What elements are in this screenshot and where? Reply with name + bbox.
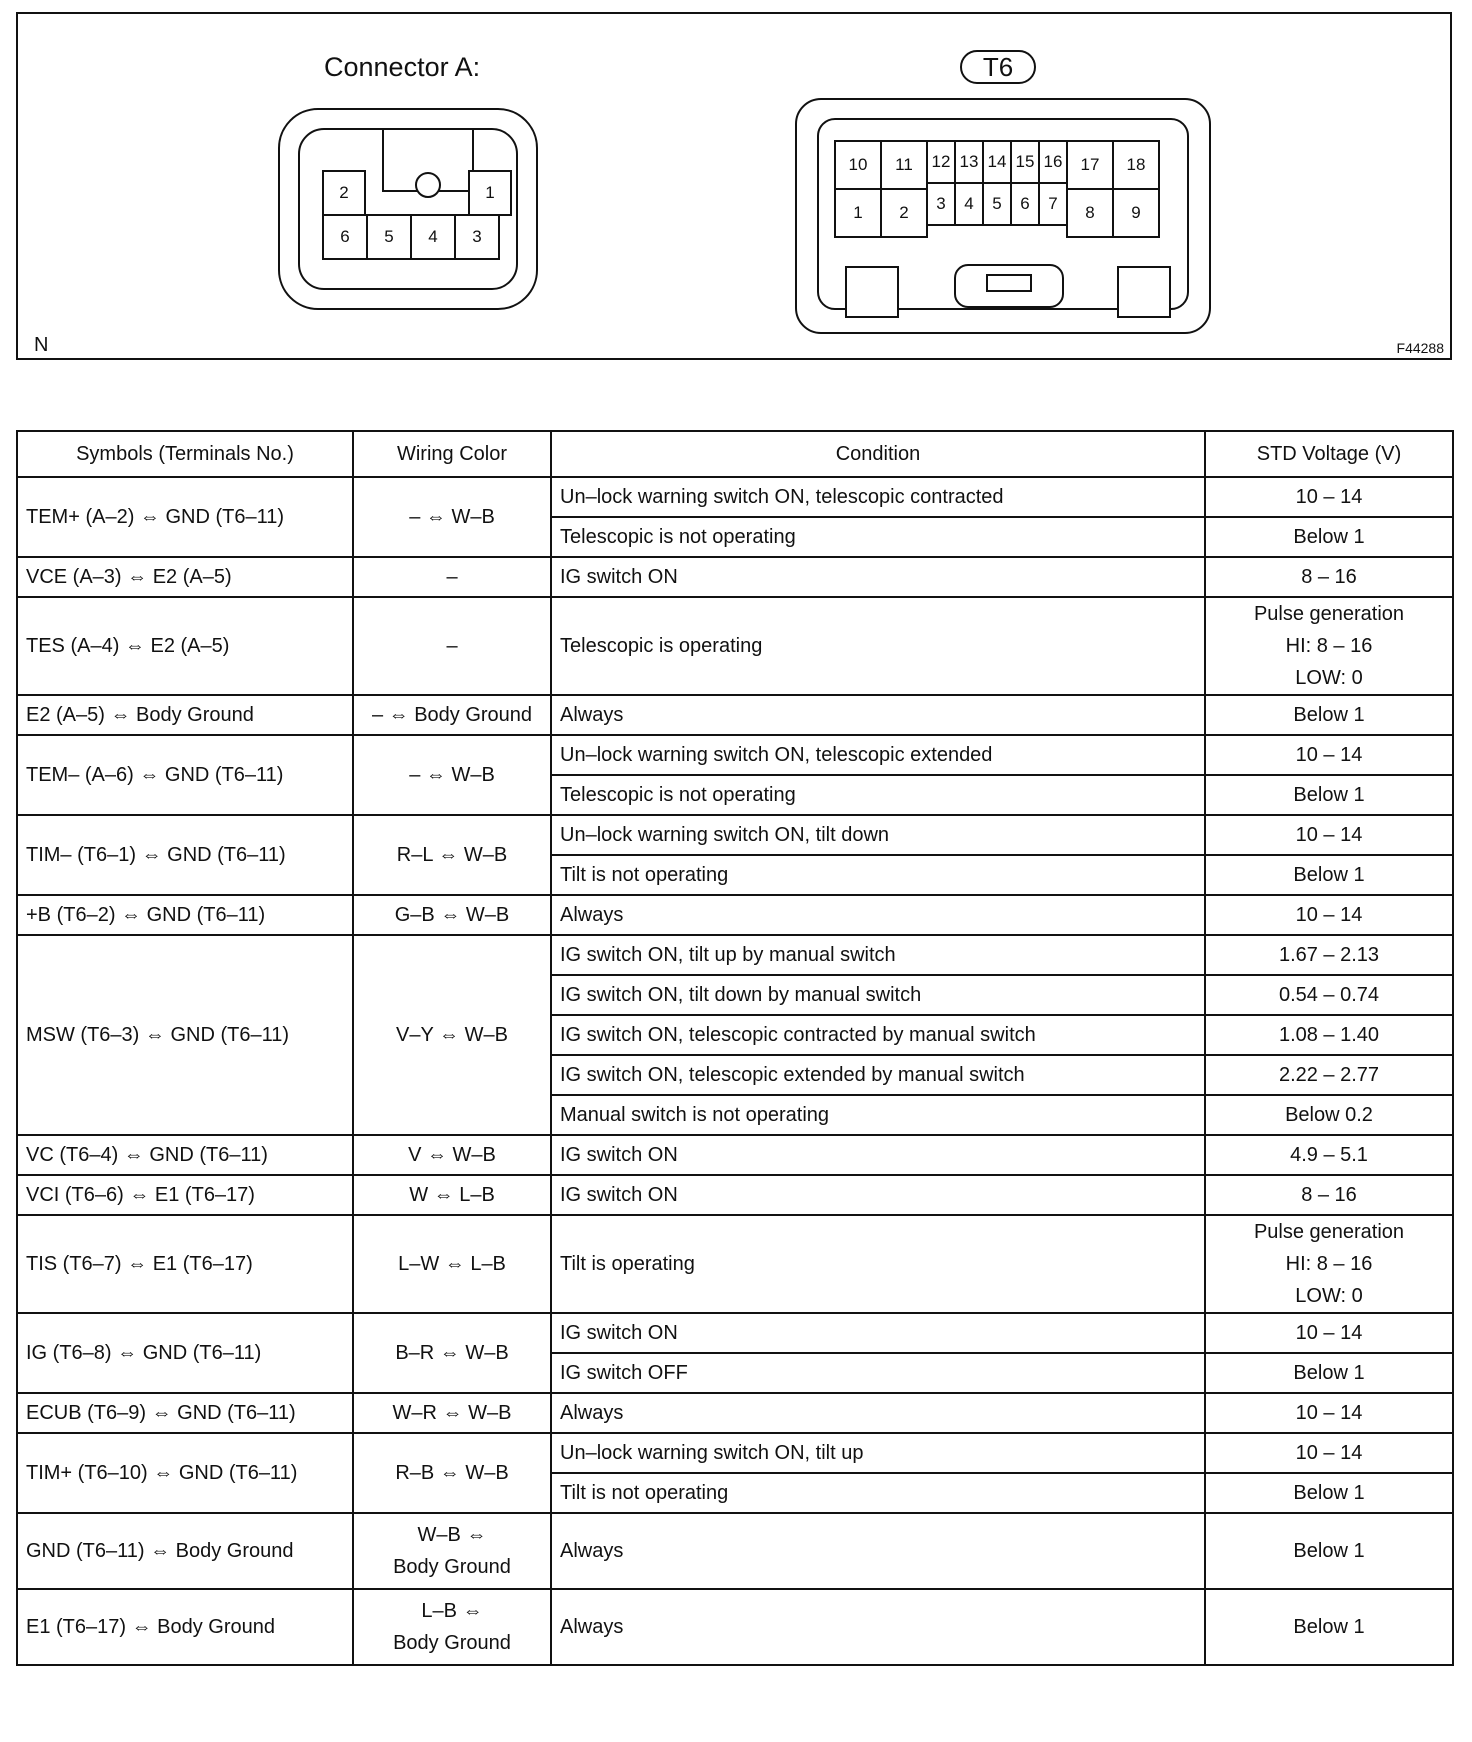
symbol-cell: E2 (A–5) ⇔ Body Ground	[17, 695, 353, 735]
voltage-cell: Below 1	[1205, 1353, 1453, 1393]
table-row	[17, 477, 1453, 517]
condition-cell: IG switch ON, telescopic contracted by manual switch	[551, 1015, 1205, 1055]
condition-cell: Telescopic is not operating	[551, 775, 1205, 815]
wiring-cell: V–Y ⇔ W–B	[353, 935, 551, 1135]
condition-cell: IG switch ON, tilt down by manual switch	[551, 975, 1205, 1015]
voltage-cell: 10 – 14	[1205, 895, 1453, 935]
voltage-cell: Below 0.2	[1205, 1095, 1453, 1135]
voltage-cell	[1205, 1215, 1453, 1313]
condition-cell: IG switch OFF	[551, 1353, 1205, 1393]
table-row	[17, 1135, 1453, 1175]
connector-t6-pin: 7	[1038, 182, 1068, 226]
voltage-cell: 0.54 – 0.74	[1205, 975, 1453, 1015]
connector-t6-pin: 14	[982, 140, 1012, 184]
voltage-line: Pulse generation	[1253, 603, 1405, 625]
condition-cell: Always	[551, 1589, 1205, 1665]
condition-cell: Tilt is operating	[551, 1215, 1205, 1313]
voltage-cell: Below 1	[1205, 1473, 1453, 1513]
wiring-cell: – ⇔ Body Ground	[353, 695, 551, 735]
condition-cell: Always	[551, 1513, 1205, 1589]
voltage-line: LOW: 0	[1295, 667, 1363, 689]
voltage-cell: 10 – 14	[1205, 477, 1453, 517]
symbol-cell: IG (T6–8) ⇔ GND (T6–11)	[17, 1313, 353, 1393]
voltage-line: Pulse generation	[1253, 1221, 1405, 1243]
wiring-line: L–B ⇔	[421, 1600, 483, 1622]
condition-cell: IG switch ON	[551, 1135, 1205, 1175]
connector-t6-pin: 12	[926, 140, 956, 184]
connector-t6-latch-bar	[986, 274, 1032, 292]
connector-a-pin: 3	[454, 214, 500, 260]
wiring-cell: L–W ⇔ L–B	[353, 1215, 551, 1313]
symbol-cell: VCE (A–3) ⇔ E2 (A–5)	[17, 557, 353, 597]
terminal-voltage-table	[16, 430, 1454, 1666]
connector-a-guide-hole	[415, 172, 441, 198]
voltage-cell: 10 – 14	[1205, 1313, 1453, 1353]
voltage-cell: Below 1	[1205, 695, 1453, 735]
header-symbols: Symbols (Terminals No.)	[17, 431, 353, 477]
connector-t6-pin: 16	[1038, 140, 1068, 184]
connector-a-pin: 2	[322, 170, 366, 216]
voltage-line: HI: 8 – 16	[1285, 635, 1373, 657]
wiring-cell	[353, 1589, 551, 1665]
symbol-cell: TIM– (T6–1) ⇔ GND (T6–11)	[17, 815, 353, 895]
wiring-cell: V ⇔ W–B	[353, 1135, 551, 1175]
table-row	[17, 1513, 1453, 1589]
table-row	[17, 895, 1453, 935]
condition-cell: Manual switch is not operating	[551, 1095, 1205, 1135]
table-row	[17, 1433, 1453, 1473]
condition-cell: Un–lock warning switch ON, telescopic contracted	[551, 477, 1205, 517]
voltage-line: LOW: 0	[1295, 1285, 1363, 1307]
connector-t6-pin: 5	[982, 182, 1012, 226]
table-row	[17, 935, 1453, 975]
voltage-cell: Below 1	[1205, 517, 1453, 557]
connector-t6-pin: 6	[1010, 182, 1040, 226]
connector-t6-pin: 10	[834, 140, 882, 190]
wiring-cell: B–R ⇔ W–B	[353, 1313, 551, 1393]
voltage-cell: 10 – 14	[1205, 1433, 1453, 1473]
voltage-cell: 2.22 – 2.77	[1205, 1055, 1453, 1095]
voltage-cell: Below 1	[1205, 775, 1453, 815]
t6-label: T6	[960, 50, 1036, 84]
condition-cell: IG switch ON	[551, 1175, 1205, 1215]
connector-t6-slot-left	[845, 266, 899, 318]
symbol-cell: TEM– (A–6) ⇔ GND (T6–11)	[17, 735, 353, 815]
condition-cell: IG switch ON, telescopic extended by manual switch	[551, 1055, 1205, 1095]
wiring-cell: –	[353, 597, 551, 695]
symbol-cell: ECUB (T6–9) ⇔ GND (T6–11)	[17, 1393, 353, 1433]
wiring-cell: W ⇔ L–B	[353, 1175, 551, 1215]
connector-t6-slot-right	[1117, 266, 1171, 318]
symbol-cell: TEM+ (A–2) ⇔ GND (T6–11)	[17, 477, 353, 557]
symbol-cell: TIS (T6–7) ⇔ E1 (T6–17)	[17, 1215, 353, 1313]
symbol-cell: MSW (T6–3) ⇔ GND (T6–11)	[17, 935, 353, 1135]
voltage-cell: 4.9 – 5.1	[1205, 1135, 1453, 1175]
connector-a-pin: 5	[366, 214, 412, 260]
voltage-cell: Below 1	[1205, 855, 1453, 895]
voltage-cell: 1.08 – 1.40	[1205, 1015, 1453, 1055]
wiring-line: Body Ground	[393, 1556, 511, 1578]
voltage-cell: 8 – 16	[1205, 557, 1453, 597]
connector-figure	[16, 12, 1452, 360]
table-row	[17, 1313, 1453, 1353]
condition-cell: Telescopic is not operating	[551, 517, 1205, 557]
connector-t6-pin: 11	[880, 140, 928, 190]
condition-cell: Always	[551, 1393, 1205, 1433]
connector-a-pin: 6	[322, 214, 368, 260]
voltage-cell: Below 1	[1205, 1589, 1453, 1665]
header-wiring-color: Wiring Color	[353, 431, 551, 477]
table-row	[17, 1215, 1453, 1313]
wiring-cell	[353, 1513, 551, 1589]
voltage-line: HI: 8 – 16	[1285, 1253, 1373, 1275]
table-row	[17, 815, 1453, 855]
connector-a-pin: 4	[410, 214, 456, 260]
connector-t6-pin: 3	[926, 182, 956, 226]
connector-t6-pin: 2	[880, 188, 928, 238]
voltage-cell	[1205, 597, 1453, 695]
voltage-cell: 10 – 14	[1205, 1393, 1453, 1433]
table-row	[17, 557, 1453, 597]
header-std-voltage: STD Voltage (V)	[1205, 431, 1453, 477]
condition-cell: Tilt is not operating	[551, 855, 1205, 895]
symbol-cell: E1 (T6–17) ⇔ Body Ground	[17, 1589, 353, 1665]
wiring-cell: – ⇔ W–B	[353, 735, 551, 815]
connector-t6-pin: 17	[1066, 140, 1114, 190]
connector-t6-pin: 8	[1066, 188, 1114, 238]
symbol-cell: GND (T6–11) ⇔ Body Ground	[17, 1513, 353, 1589]
table-row	[17, 1175, 1453, 1215]
table-row	[17, 1589, 1453, 1665]
condition-cell: Tilt is not operating	[551, 1473, 1205, 1513]
connector-t6-pin: 1	[834, 188, 882, 238]
symbol-cell: VCI (T6–6) ⇔ E1 (T6–17)	[17, 1175, 353, 1215]
voltage-cell: 1.67 – 2.13	[1205, 935, 1453, 975]
wiring-cell: R–B ⇔ W–B	[353, 1433, 551, 1513]
table-row	[17, 1393, 1453, 1433]
symbol-cell: TES (A–4) ⇔ E2 (A–5)	[17, 597, 353, 695]
wiring-cell: – ⇔ W–B	[353, 477, 551, 557]
figure-code: F44288	[1396, 340, 1444, 356]
connector-t6-pin: 13	[954, 140, 984, 184]
symbol-cell: VC (T6–4) ⇔ GND (T6–11)	[17, 1135, 353, 1175]
voltage-cell: 10 – 14	[1205, 735, 1453, 775]
condition-cell: IG switch ON	[551, 1313, 1205, 1353]
connector-t6-pin: 9	[1112, 188, 1160, 238]
connector-t6-pin: 15	[1010, 140, 1040, 184]
wiring-cell: –	[353, 557, 551, 597]
wiring-cell: R–L ⇔ W–B	[353, 815, 551, 895]
condition-cell: Always	[551, 895, 1205, 935]
wiring-line: Body Ground	[393, 1632, 511, 1654]
wiring-line: W–B ⇔	[417, 1524, 487, 1546]
connector-t6-pin: 18	[1112, 140, 1160, 190]
condition-cell: Un–lock warning switch ON, tilt up	[551, 1433, 1205, 1473]
condition-cell: Un–lock warning switch ON, telescopic extended	[551, 735, 1205, 775]
table-row	[17, 735, 1453, 775]
condition-cell: IG switch ON	[551, 557, 1205, 597]
header-condition: Condition	[551, 431, 1205, 477]
table-row	[17, 695, 1453, 735]
wiring-cell: W–R ⇔ W–B	[353, 1393, 551, 1433]
connector-a-pin: 1	[468, 170, 512, 216]
corner-code: N	[34, 334, 49, 356]
condition-cell: Un–lock warning switch ON, tilt down	[551, 815, 1205, 855]
table-row	[17, 597, 1453, 695]
connector-t6-pin: 4	[954, 182, 984, 226]
table-header-row	[17, 431, 1453, 477]
condition-cell: Always	[551, 695, 1205, 735]
symbol-cell: +B (T6–2) ⇔ GND (T6–11)	[17, 895, 353, 935]
voltage-cell: 8 – 16	[1205, 1175, 1453, 1215]
voltage-cell: 10 – 14	[1205, 815, 1453, 855]
condition-cell: Telescopic is operating	[551, 597, 1205, 695]
symbol-cell: TIM+ (T6–10) ⇔ GND (T6–11)	[17, 1433, 353, 1513]
condition-cell: IG switch ON, tilt up by manual switch	[551, 935, 1205, 975]
voltage-cell: Below 1	[1205, 1513, 1453, 1589]
connector-a-title: Connector A:	[324, 52, 481, 82]
wiring-cell: G–B ⇔ W–B	[353, 895, 551, 935]
